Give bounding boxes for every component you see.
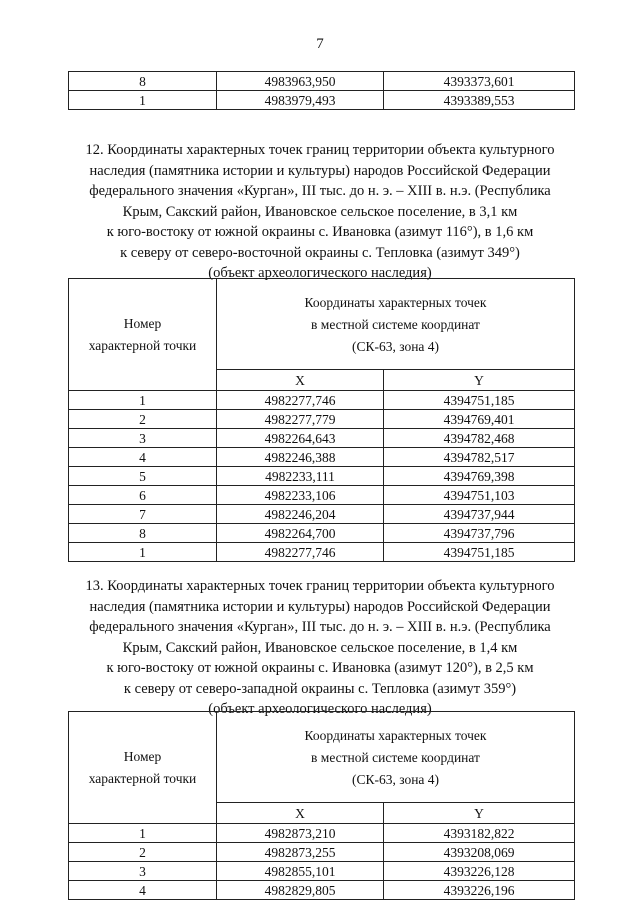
table-row (69, 881, 575, 900)
section-12-coordinates-table (68, 278, 575, 562)
header-text: Координаты характерных точек (304, 295, 487, 310)
cell-y: 4394751,185 (384, 391, 575, 410)
cell-point-number: 4 (69, 881, 217, 900)
section-13-heading (60, 576, 580, 720)
cell-x: 4982246,204 (217, 505, 384, 524)
cell-x: 4982233,106 (217, 486, 384, 505)
cell-y: 4394737,796 (384, 524, 575, 543)
cell-y: 4394769,401 (384, 410, 575, 429)
cell-point-number: 3 (69, 429, 217, 448)
cell-x: 4982855,101 (217, 862, 384, 881)
cell-y: 4394751,103 (384, 486, 575, 505)
cell-point-number: 5 (69, 467, 217, 486)
cell-y: 4394737,944 (384, 505, 575, 524)
col-header-x: X (217, 803, 384, 824)
heading-line: к юго-востоку от южной окраины с. Ивановка (азимут 120°), в 2,5 км (106, 660, 534, 676)
cell-point-number: 8 (69, 72, 217, 91)
top-coordinates-table (68, 71, 575, 110)
cell-x: 4982277,746 (217, 543, 384, 562)
cell-y: 4394751,185 (384, 543, 575, 562)
header-text: Координаты характерных точек (304, 728, 487, 743)
cell-point-number: 1 (69, 91, 217, 110)
cell-point-number: 4 (69, 448, 217, 467)
heading-line: (объект археологического наследия) (208, 265, 432, 281)
cell-x: 4982277,779 (217, 410, 384, 429)
cell-x: 4982873,255 (217, 843, 384, 862)
cell-x: 4982829,805 (217, 881, 384, 900)
cell-y: 4393389,553 (384, 91, 575, 110)
heading-line: к юго-востоку от южной окраины с. Ивановка (азимут 116°), в 1,6 км (106, 224, 534, 240)
cell-y: 4393208,069 (384, 843, 575, 862)
cell-y: 4393226,128 (384, 862, 575, 881)
table-row (69, 843, 575, 862)
table-row (69, 467, 575, 486)
page-number: 7 (316, 36, 324, 52)
cell-x: 4982873,210 (217, 824, 384, 843)
heading-line: федерального значения «Курган», III тыс. до н. э. – XIII в. н.э. (Республика (89, 183, 551, 199)
cell-point-number: 1 (69, 824, 217, 843)
col-header-y: Y (384, 370, 575, 391)
header-text: в местной системе координат (311, 317, 480, 332)
header-text: в местной системе координат (311, 750, 480, 765)
header-text: (СК-63, зона 4) (351, 772, 440, 787)
cell-y: 4394769,398 (384, 467, 575, 486)
cell-point-number: 6 (69, 486, 217, 505)
heading-line: к северу от северо-западной окраины с. Тепловка (азимут 359°) (123, 680, 517, 697)
table-row (69, 410, 575, 429)
table-row (69, 543, 575, 562)
cell-point-number: 7 (69, 505, 217, 524)
cell-y: 4393182,822 (384, 824, 575, 843)
cell-point-number: 1 (69, 543, 217, 562)
cell-x: 4982233,111 (217, 467, 384, 486)
table-row (69, 72, 575, 91)
col-header-y: Y (384, 803, 575, 824)
section-12-heading (60, 140, 580, 284)
col-header-point-number (69, 712, 217, 824)
table-row (69, 505, 575, 524)
table-row (69, 448, 575, 467)
cell-x: 4982277,746 (217, 391, 384, 410)
heading-line: 13. Координаты характерных точек границ территории объекта культурного (85, 578, 555, 594)
header-text: Номер (123, 748, 162, 764)
cell-point-number: 2 (69, 410, 217, 429)
table-row (69, 824, 575, 843)
cell-point-number: 3 (69, 862, 217, 881)
header-text: (СК-63, зона 4) (351, 339, 440, 354)
heading-line: 12. Координаты характерных точек границ территории объекта культурного (85, 142, 555, 158)
cell-x: 4983979,493 (217, 91, 384, 110)
cell-y: 4394782,468 (384, 429, 575, 448)
section-13-coordinates-table (68, 711, 575, 900)
heading-line: к северу от северо-восточной окраины с. Тепловка (азимут 349°) (120, 244, 520, 261)
col-header-coordinates (217, 712, 575, 803)
table-row (69, 862, 575, 881)
table-row (69, 524, 575, 543)
cell-y: 4394782,517 (384, 448, 575, 467)
table-row (69, 486, 575, 505)
cell-y: 4393373,601 (384, 72, 575, 91)
header-text: характерной точки (88, 770, 197, 786)
col-header-x: X (217, 370, 384, 391)
table-row (69, 429, 575, 448)
cell-y: 4393226,196 (384, 881, 575, 900)
header-text: Номер (123, 315, 162, 331)
table-row (69, 391, 575, 410)
header-text: характерной точки (88, 337, 197, 353)
heading-line: (объект археологического наследия) (208, 701, 432, 717)
cell-x: 4982246,388 (217, 448, 384, 467)
cell-point-number: 8 (69, 524, 217, 543)
cell-point-number: 1 (69, 391, 217, 410)
cell-x: 4983963,950 (217, 72, 384, 91)
cell-point-number: 2 (69, 843, 217, 862)
table-row (69, 91, 575, 110)
col-header-coordinates (217, 279, 575, 370)
heading-line: федерального значения «Курган», III тыс. до н. э. – XIII в. н.э. (Республика (89, 619, 551, 635)
col-header-point-number (69, 279, 217, 391)
heading-line: наследия (памятника истории и культуры) народов Российской Федерации (89, 162, 551, 179)
heading-line: наследия (памятника истории и культуры) народов Российской Федерации (89, 598, 551, 615)
heading-line: Крым, Сакский район, Ивановское сельское поселение, в 3,1 км (122, 203, 518, 220)
heading-line: Крым, Сакский район, Ивановское сельское поселение, в 1,4 км (122, 639, 518, 656)
cell-x: 4982264,700 (217, 524, 384, 543)
cell-x: 4982264,643 (217, 429, 384, 448)
